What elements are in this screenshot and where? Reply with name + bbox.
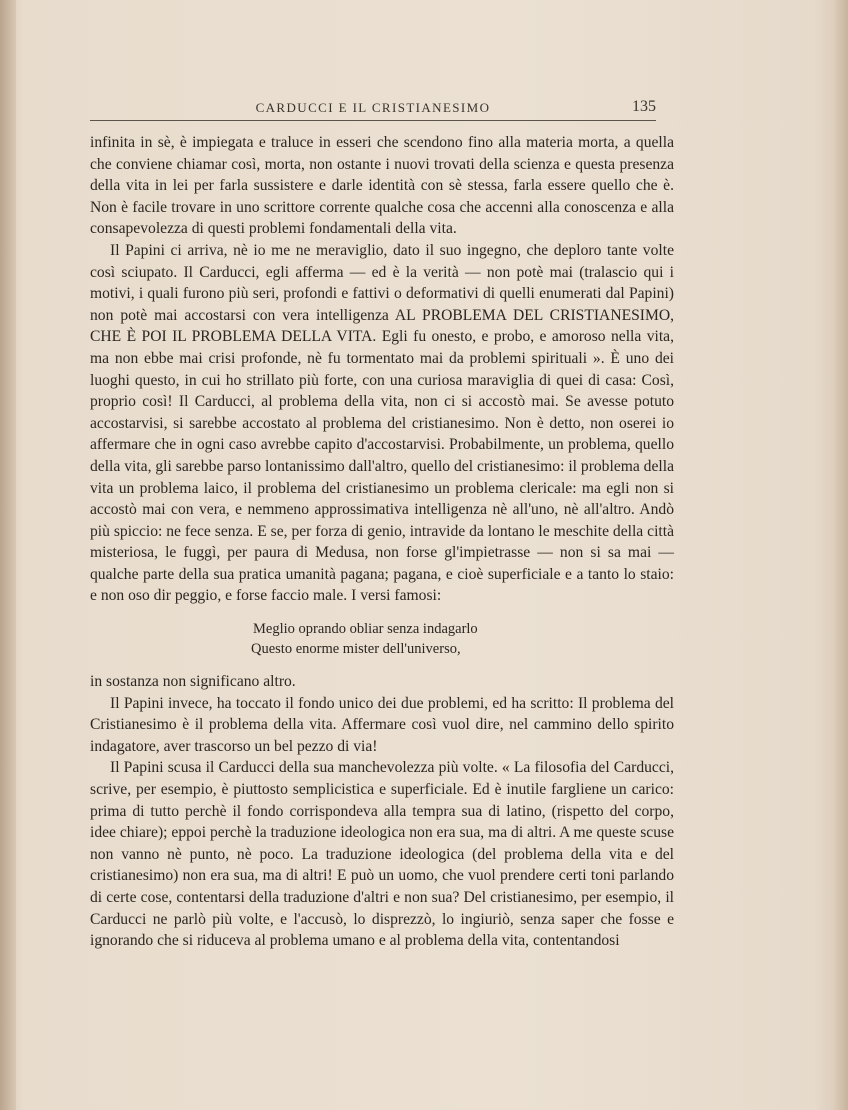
running-head: CARDUCCI E IL CRISTIANESIMO xyxy=(255,100,491,115)
body-text xyxy=(90,132,674,952)
paragraph-2: Il Papini ci arriva, nè io me ne meraviglio, dato il suo ingegno, che deploro tante volte così sciupato. Il Carducci, egli afferma — ed è la verità — non potè mai (tralascio qui i motivi, i quali furono più seri, profondi e fattivi o deformativi di quelli enumerati dal Papini) non potè mai accostarsi con vera intelligenza AL PROBLEMA DEL CRISTIANESIMO, CHE È POI IL PROBLEMA DELLA VITA. Egli fu onesto, e probo, e amoroso nella vita, ma non ebbe mai crisi profonde, nè fu tormentato mai da problemi spirituali ». È uno dei luoghi questo, in cui ho strillato più forte, con una curiosa maraviglia di quei di casa: Così, proprio così! Il Carducci, al problema della vita, non ci si accostò mai. Se avesse potuto accostarvisi, si sarebbe accostato al problema del cristianesimo. Non è detto, non oserei io affermare che in ogni caso avrebbe capito d'accostarvisi. Probabilmente, un problema, quello della vita, gli sarebbe parso lontanissimo dall'altro, quello del cristianesimo: il problema della vita un problema laico, il problema del cristianesimo un problema clericale: ma egli non si accostò mai con vera, e nemmeno approssimativa intelligenza nè all'uno, nè all'altro. Andò più spiccio: ne fece senza. E se, per forza di genio, intravide da lontano le meschite della città misteriosa, le fuggì, per paura di Medusa, non forse gl'impietrasse — non si sa mai — qualche parte della sua pratica umanità pagana; pagana, e cioè superficiale e a tanto lo staio: e non oso dir peggio, e forse faccio male. I versi famosi: xyxy=(90,241,674,605)
page-right-edge xyxy=(834,0,848,1110)
paragraph-3: in sostanza non significano altro. xyxy=(90,673,296,691)
verse-quote xyxy=(253,619,674,659)
page-header xyxy=(90,98,656,121)
paragraph-1: infinita in sè, è impiegata e traluce in esseri che scendono fino alla materia morta, a quella che conviene chiamar così, morta, non ostante i nuovi trovati della scienza e questa presenza della vita in lei per farla sussistere e darle identità con sè stessa, farla essere quello che è. Non è facile trovare in uno scrittore corrente qualche cosa che accenni alla conoscenza e alla consapevolezza di questi problemi fondamentali della vita. xyxy=(90,134,674,238)
paragraph-5: Il Papini scusa il Carducci della sua manchevolezza più volte. « La filosofia del Carducci, scrive, per esempio, è piuttosto semplicistica e superficiale. Ed è inutile fargliene un carico: prima di tutto perchè il fondo corrispondeva alla tempra sua di latino, (rispetto del corpo, idee chiare); eppoi perchè la traduzione ideologica non era sua, ma di altri. A me queste scuse non vanno nè punto, nè poco. La traduzione ideologica (del problema della vita e del cristianesimo) non era sua, ma di altri! E può un uomo, che vuol prendere certi toni parlando di certe cose, contentarsi della traduzione d'altri e non sua? Del cristianesimo, per esempio, il Carducci ne parlò più volte, e l'accusò, lo disprezzò, lo ingiuriò, senza saper che fosse e ignorando che si riduceva al problema umano e al problema della vita, contentandosi xyxy=(90,759,674,950)
paragraph-4: Il Papini invece, ha toccato il fondo unico dei due problemi, ed ha scritto: Il problema del Cristianesimo è il problema della vita. Affermare così vuol dire, nel cammino dello spirito indagatore, aver trascorso un bel pezzo di via! xyxy=(90,694,674,755)
page-left-edge xyxy=(0,0,16,1110)
verse-line-2: Questo enorme mister dell'universo, xyxy=(251,641,461,658)
verse-line-1: Meglio oprando obliar senza indagarlo xyxy=(253,621,478,638)
page-number: 135 xyxy=(632,98,656,115)
